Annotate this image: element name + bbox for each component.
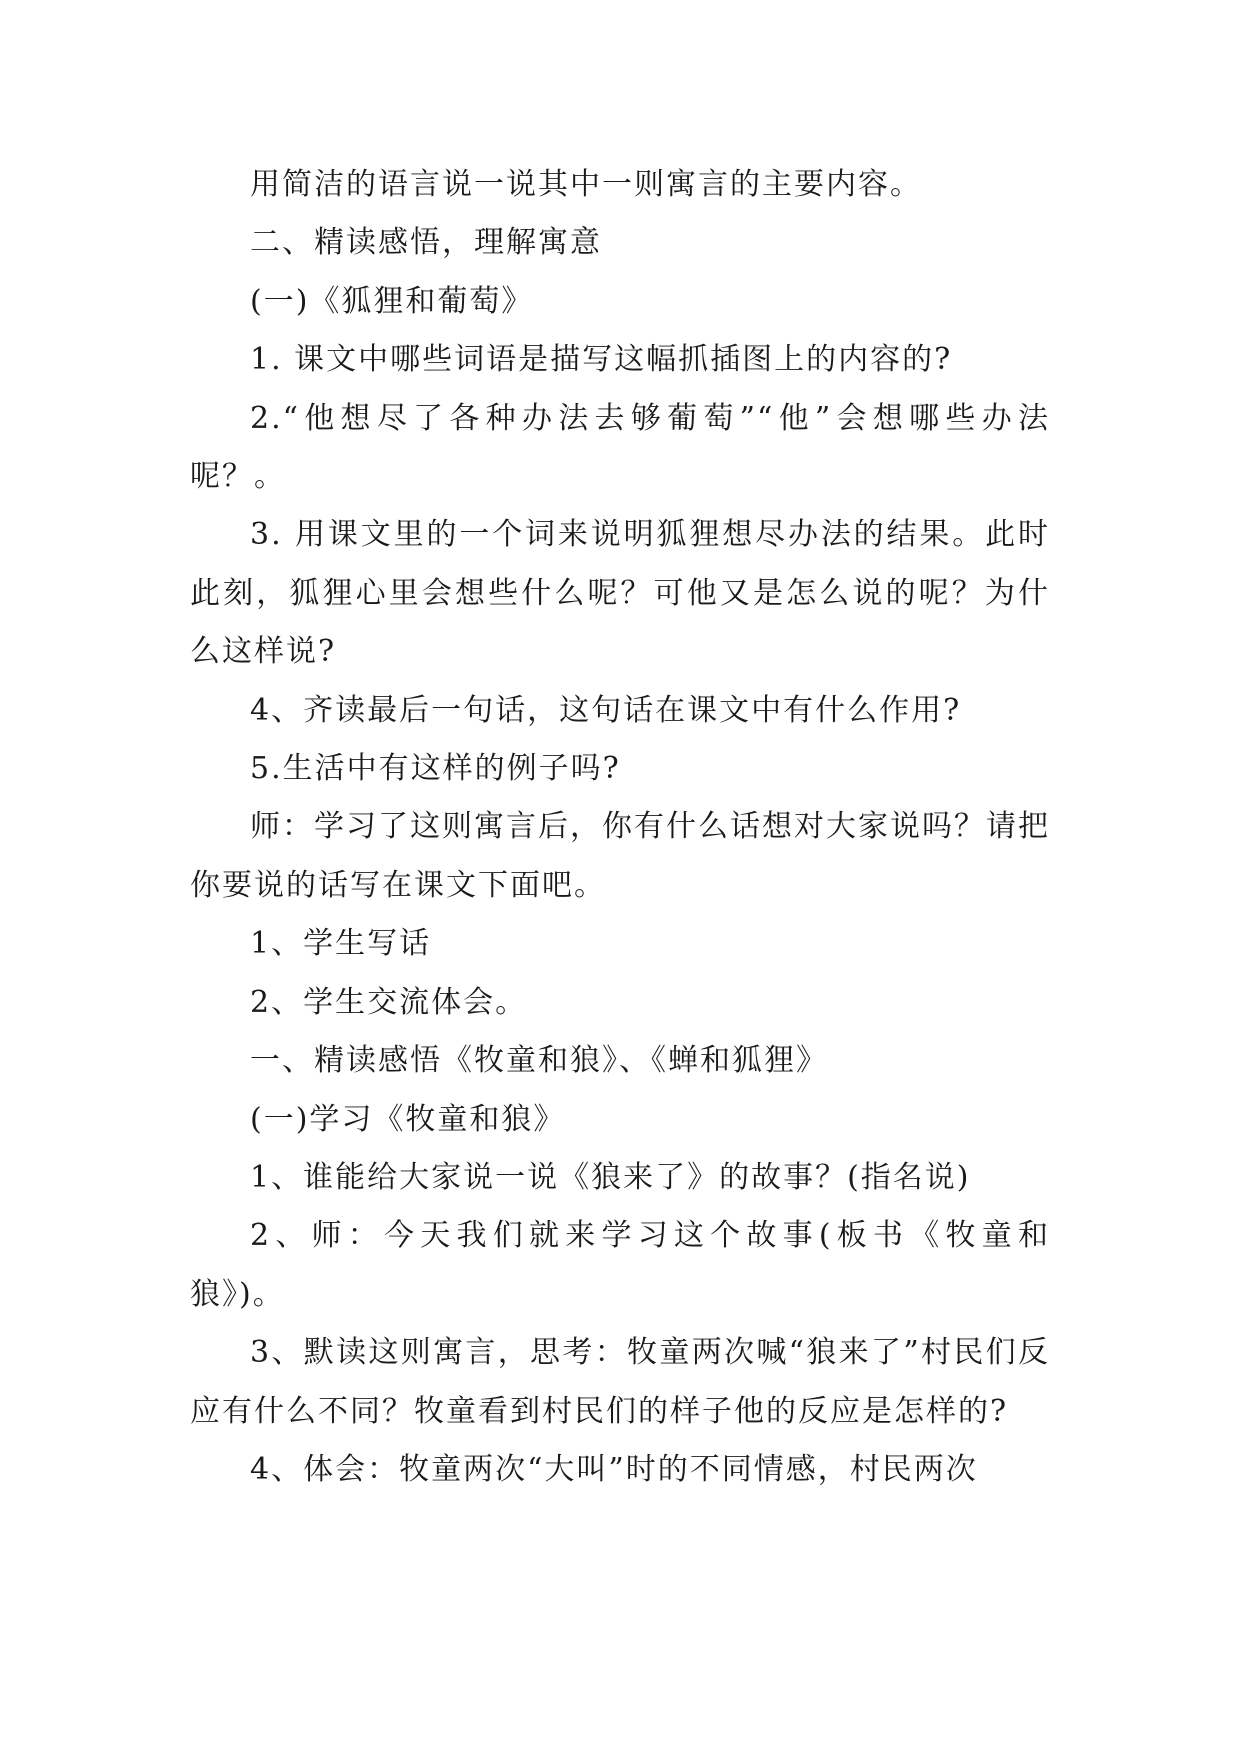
shepherd-step-1: 1、谁能给大家说一说《狼来了》的故事？(指名说) <box>250 1159 971 1195</box>
question-5: 5.生活中有这样的例子吗? <box>250 751 621 787</box>
subsection-heading-fox-and-grapes: (一)《狐狸和葡萄》 <box>250 283 534 319</box>
shepherd-step-2: 2、师：今天我们就来学习这个故事(板书《牧童和狼》)。 <box>190 1218 1050 1312</box>
section-heading-intensive-reading: 二、精读感悟，理解寓意 <box>250 225 602 261</box>
document-body <box>190 156 1050 1499</box>
subsection-heading-shepherd-and-wolf: (一)学习《牧童和狼》 <box>250 1101 566 1137</box>
shepherd-step-4: 4、体会：牧童两次“大叫”时的不同情感，村民两次 <box>250 1451 978 1487</box>
shepherd-step-3: 3、默读这则寓言，思考：牧童两次喊“狼来了”村民们反应有什么不同？牧童看到村民们的样子他的反应是怎样的? <box>190 1335 1050 1429</box>
section-heading-shepherd-and-cicada: 一、精读感悟《牧童和狼》、《蝉和狐狸》 <box>250 1043 828 1079</box>
question-1: 1. 课文中哪些词语是描写这幅抓插图上的内容的? <box>250 342 953 378</box>
question-3: 3. 用课文里的一个词来说明狐狸想尽办法的结果。此时此刻，狐狸心里会想些什么呢？可他又是怎么说的呢？为什么这样说? <box>190 517 1050 670</box>
step-student-writing: 1、学生写话 <box>250 926 432 962</box>
question-4: 4、齐读最后一句话，这句话在课文中有什么作用? <box>250 692 962 728</box>
step-student-sharing: 2、学生交流体会。 <box>250 984 528 1020</box>
question-2: 2.“他想尽了各种办法去够葡萄”“他”会想哪些办法呢？。 <box>190 400 1050 495</box>
teacher-prompt: 师：学习了这则寓言后，你有什么话想对大家说吗？请把你要说的话写在课文下面吧。 <box>190 809 1050 903</box>
paragraph-main-content: 用简洁的语言说一说其中一则寓言的主要内容。 <box>250 167 922 202</box>
